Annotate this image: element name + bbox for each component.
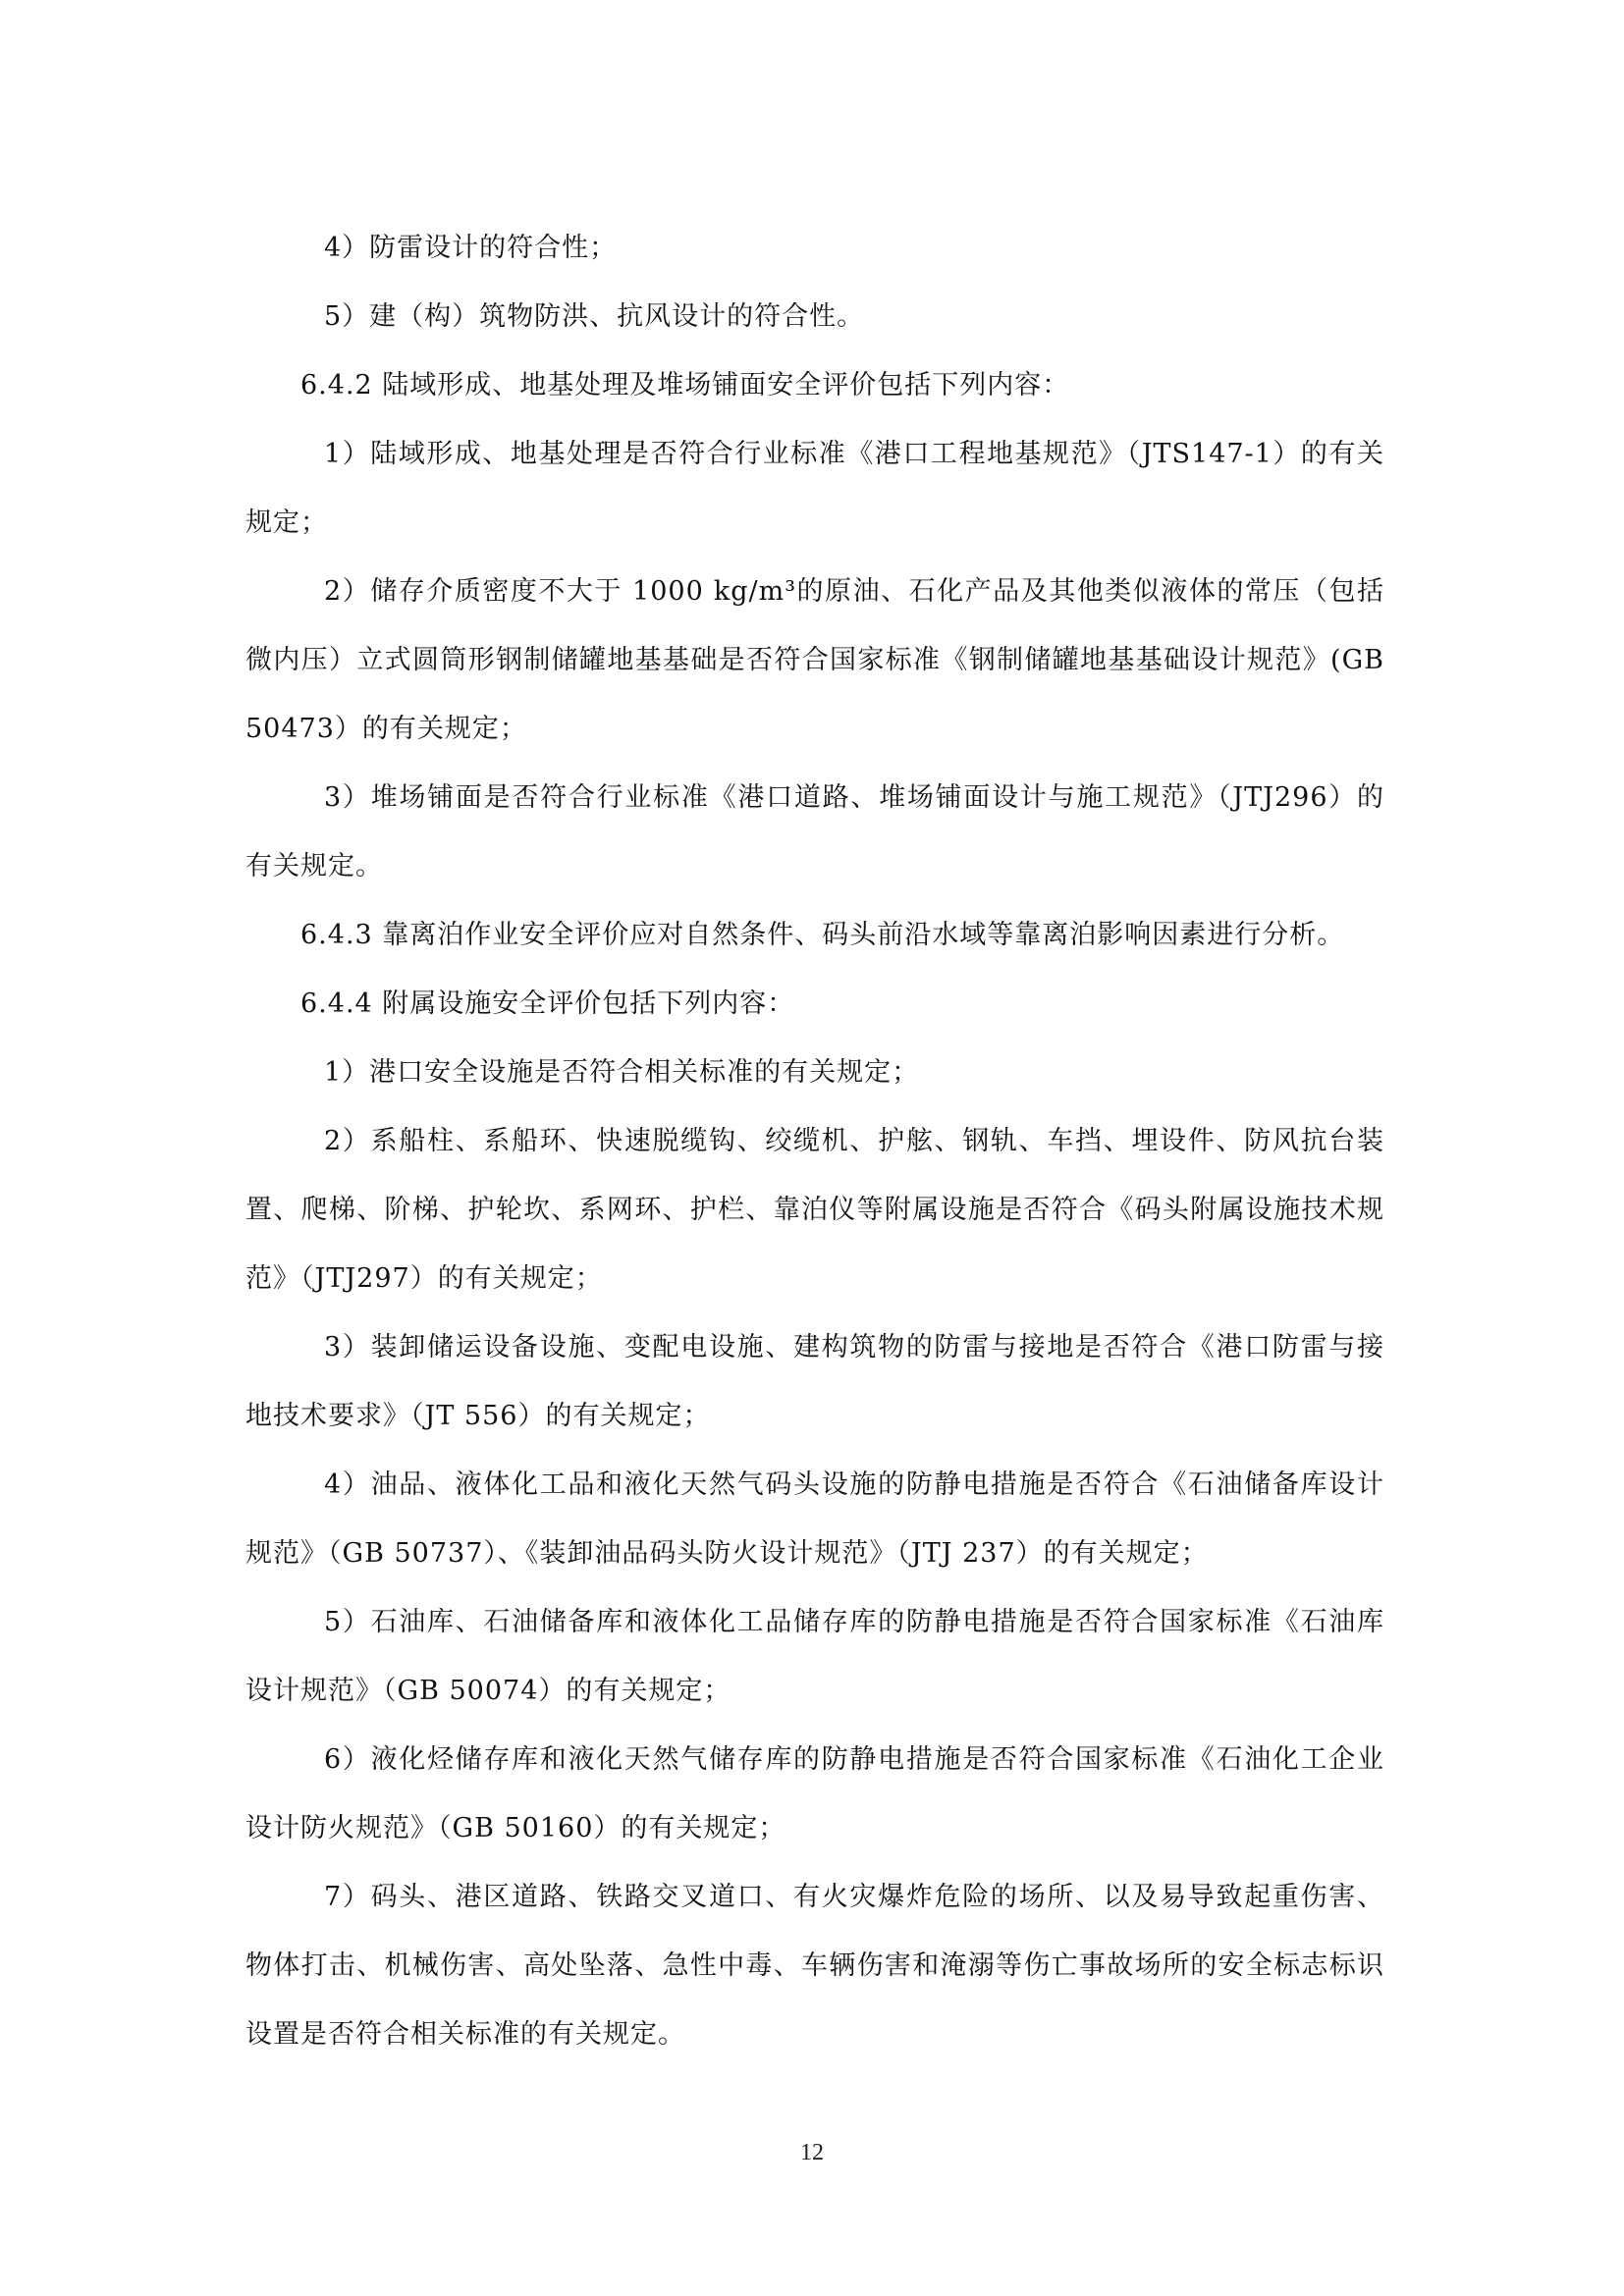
- list-item: 3）装卸储运设备设施、变配电设施、建构筑物的防雷与接地是否符合《港口防雷与接地技术要求》（JT 556）的有关规定；: [245, 1332, 1384, 1431]
- list-item: 5）石油库、石油储备库和液体化工品储存库的防静电措施是否符合国家标准《石油库设计规范》（GB 50074）的有关规定；: [245, 1607, 1384, 1706]
- list-item: 5）建（构）筑物防洪、抗风设计的符合性。: [324, 301, 865, 332]
- list-item: 3）堆场铺面是否符合行业标准《港口道路、堆场铺面设计与施工规范》（JTJ296）的有关规定。: [245, 782, 1384, 881]
- list-item: 1）港口安全设施是否符合相关标准的有关规定；: [324, 1057, 920, 1088]
- list-item: 2）系船柱、系船环、快速脱缆钩、绞缆机、护舷、钢轨、车挡、埋设件、防风抗台装置、爬梯、阶梯、护轮坎、系网环、护栏、靠泊仪等附属设施是否符合《码头附属设施技术规范》（JTJ297）的有关规定；: [245, 1126, 1384, 1294]
- page-number: 12: [800, 2140, 824, 2165]
- clause-heading: 6.4.3 靠离泊作业安全评价应对自然条件、码头前沿水域等靠离泊影响因素进行分析。: [300, 920, 1345, 950]
- clause-heading: 6.4.4 附属设施安全评价包括下列内容：: [300, 988, 795, 1019]
- list-item: 2）储存介质密度不大于 1000 kg/m³的原油、石化产品及其他类似液体的常压（包括微内压）立式圆筒形钢制储罐地基基础是否符合国家标准《钢制储罐地基基础设计规范》(GB 50473）的有关规定；: [245, 576, 1384, 744]
- list-item: 1）陆域形成、地基处理是否符合行业标准《港口工程地基规范》（JTS147-1）的有关规定；: [245, 439, 1384, 538]
- list-item: 6）液化烃储存库和液化天然气储存库的防静电措施是否符合国家标准《石油化工企业设计防火规范》（GB 50160）的有关规定；: [245, 1744, 1384, 1843]
- list-item: 4）油品、液体化工品和液化天然气码头设施的防静电措施是否符合《石油储备库设计规范》（GB 50737）、《装卸油品码头防火设计规范》（JTJ 237）的有关规定；: [245, 1469, 1384, 1569]
- clause-heading: 6.4.2 陆域形成、地基处理及堆场铺面安全评价包括下列内容：: [300, 370, 1070, 400]
- list-item: 7）码头、港区道路、铁路交叉道口、有火灾爆炸危险的场所、以及易导致起重伤害、物体打击、机械伤害、高处坠落、急性中毒、车辆伤害和淹溺等伤亡事故场所的安全标志标识设置是否符合相关标准的有关规定。: [245, 1882, 1384, 2050]
- list-item: 4）防雷设计的符合性；: [324, 233, 618, 263]
- document-body: [245, 214, 1384, 2069]
